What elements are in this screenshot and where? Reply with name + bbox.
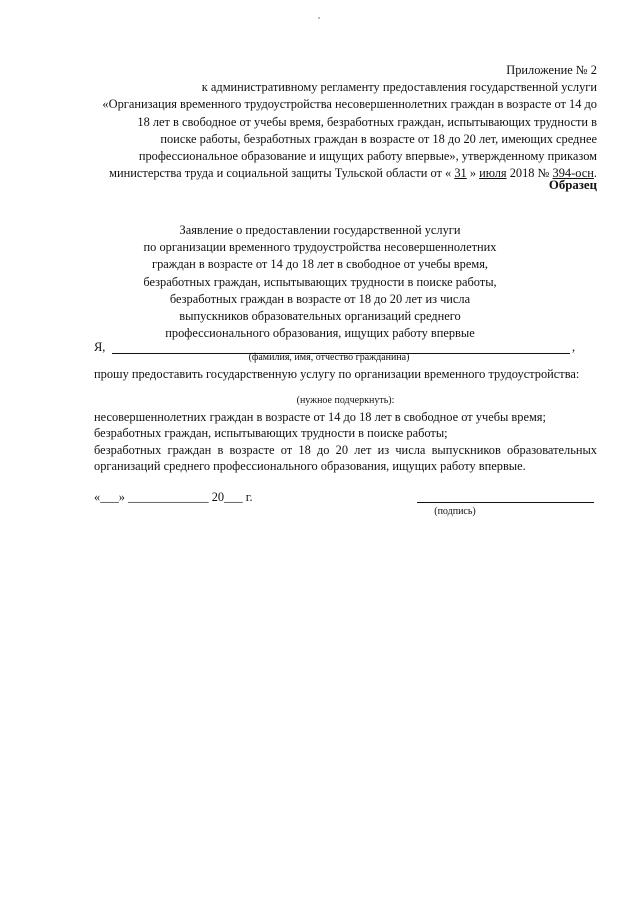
appendix-line: «Организация временного трудоустройства несовершеннолетних граждан в возрасте от 14 до (102, 97, 597, 112)
comma: , (572, 340, 576, 354)
title-line: граждан в возрасте от 14 до 18 лет в свободное от учебы время, (151, 257, 488, 272)
scan-speck (318, 17, 320, 19)
title-line: Заявление о предоставлении государственной услуги (179, 223, 461, 237)
appendix-line: Приложение № 2 (506, 63, 597, 77)
order-prefix: министерства труда и социальной защиты Тульской области от « (109, 166, 452, 181)
choose-caption: (нужное подчеркнуть): (296, 395, 395, 406)
order-month: июля (479, 166, 507, 181)
option-minors[interactable]: несовершеннолетних граждан в возрасте от 14 до 18 лет в свободное от учебы время; (94, 410, 546, 424)
appendix-line: к административному регламенту предоставления государственной услуги (201, 80, 597, 95)
option-unemployed-difficulty[interactable]: безработных граждан, испытывающих трудности в поиске работы; (94, 426, 448, 441)
appendix-line: 18 лет в свободное от учебы время, безработных граждан, испытывающих трудности в (137, 114, 597, 129)
application-title (100, 222, 540, 342)
title-line: безработных граждан, испытывающих трудности в поиске работы, (143, 274, 497, 289)
option-graduates[interactable]: безработных граждан в возрасте от 18 до 20 лет из числа выпускников образовательных организаций среднего профессионального образования, ищущих работу впервые. (94, 442, 597, 474)
title-line: безработных граждан в возрасте от 18 до 20 лет из числа (169, 291, 471, 306)
date-field[interactable]: «___» _____________ 20___ г. (94, 490, 253, 504)
signature-field[interactable] (417, 502, 594, 503)
appendix-line: профессиональное образование и ищущих работу впервые», утвержденному приказом (138, 149, 597, 164)
appendix-line: поиске работы, безработных граждан в возрасте от 18 до 20 лет, имеющих среднее (160, 131, 597, 146)
order-day: 31 (454, 166, 467, 181)
title-line: профессионального образования, ищущих работу впервые (165, 326, 475, 341)
title-line: по организации временного трудоустройства несовершеннолетних (143, 240, 497, 255)
signature-caption: (подпись) (434, 506, 476, 517)
request-text: прошу предоставить государственную услугу по организации временного трудоустройства: (94, 367, 580, 381)
title-line: выпускников образовательных организаций среднего (179, 309, 461, 324)
ya-label: Я, (94, 340, 106, 354)
order-year: 2018 № (509, 166, 550, 181)
appendix-line-order: министерства труда и социальной защиты Тульской области от « 31 » июля 2018 № 394-осн. (109, 166, 597, 181)
order-quote: » (469, 166, 477, 181)
fio-caption: (фамилия, имя, отчество гражданина) (248, 352, 410, 363)
service-options (94, 409, 597, 475)
sample-label: Образец (548, 178, 597, 192)
appendix-header (57, 62, 597, 182)
order-number: 394-осн (552, 166, 594, 181)
